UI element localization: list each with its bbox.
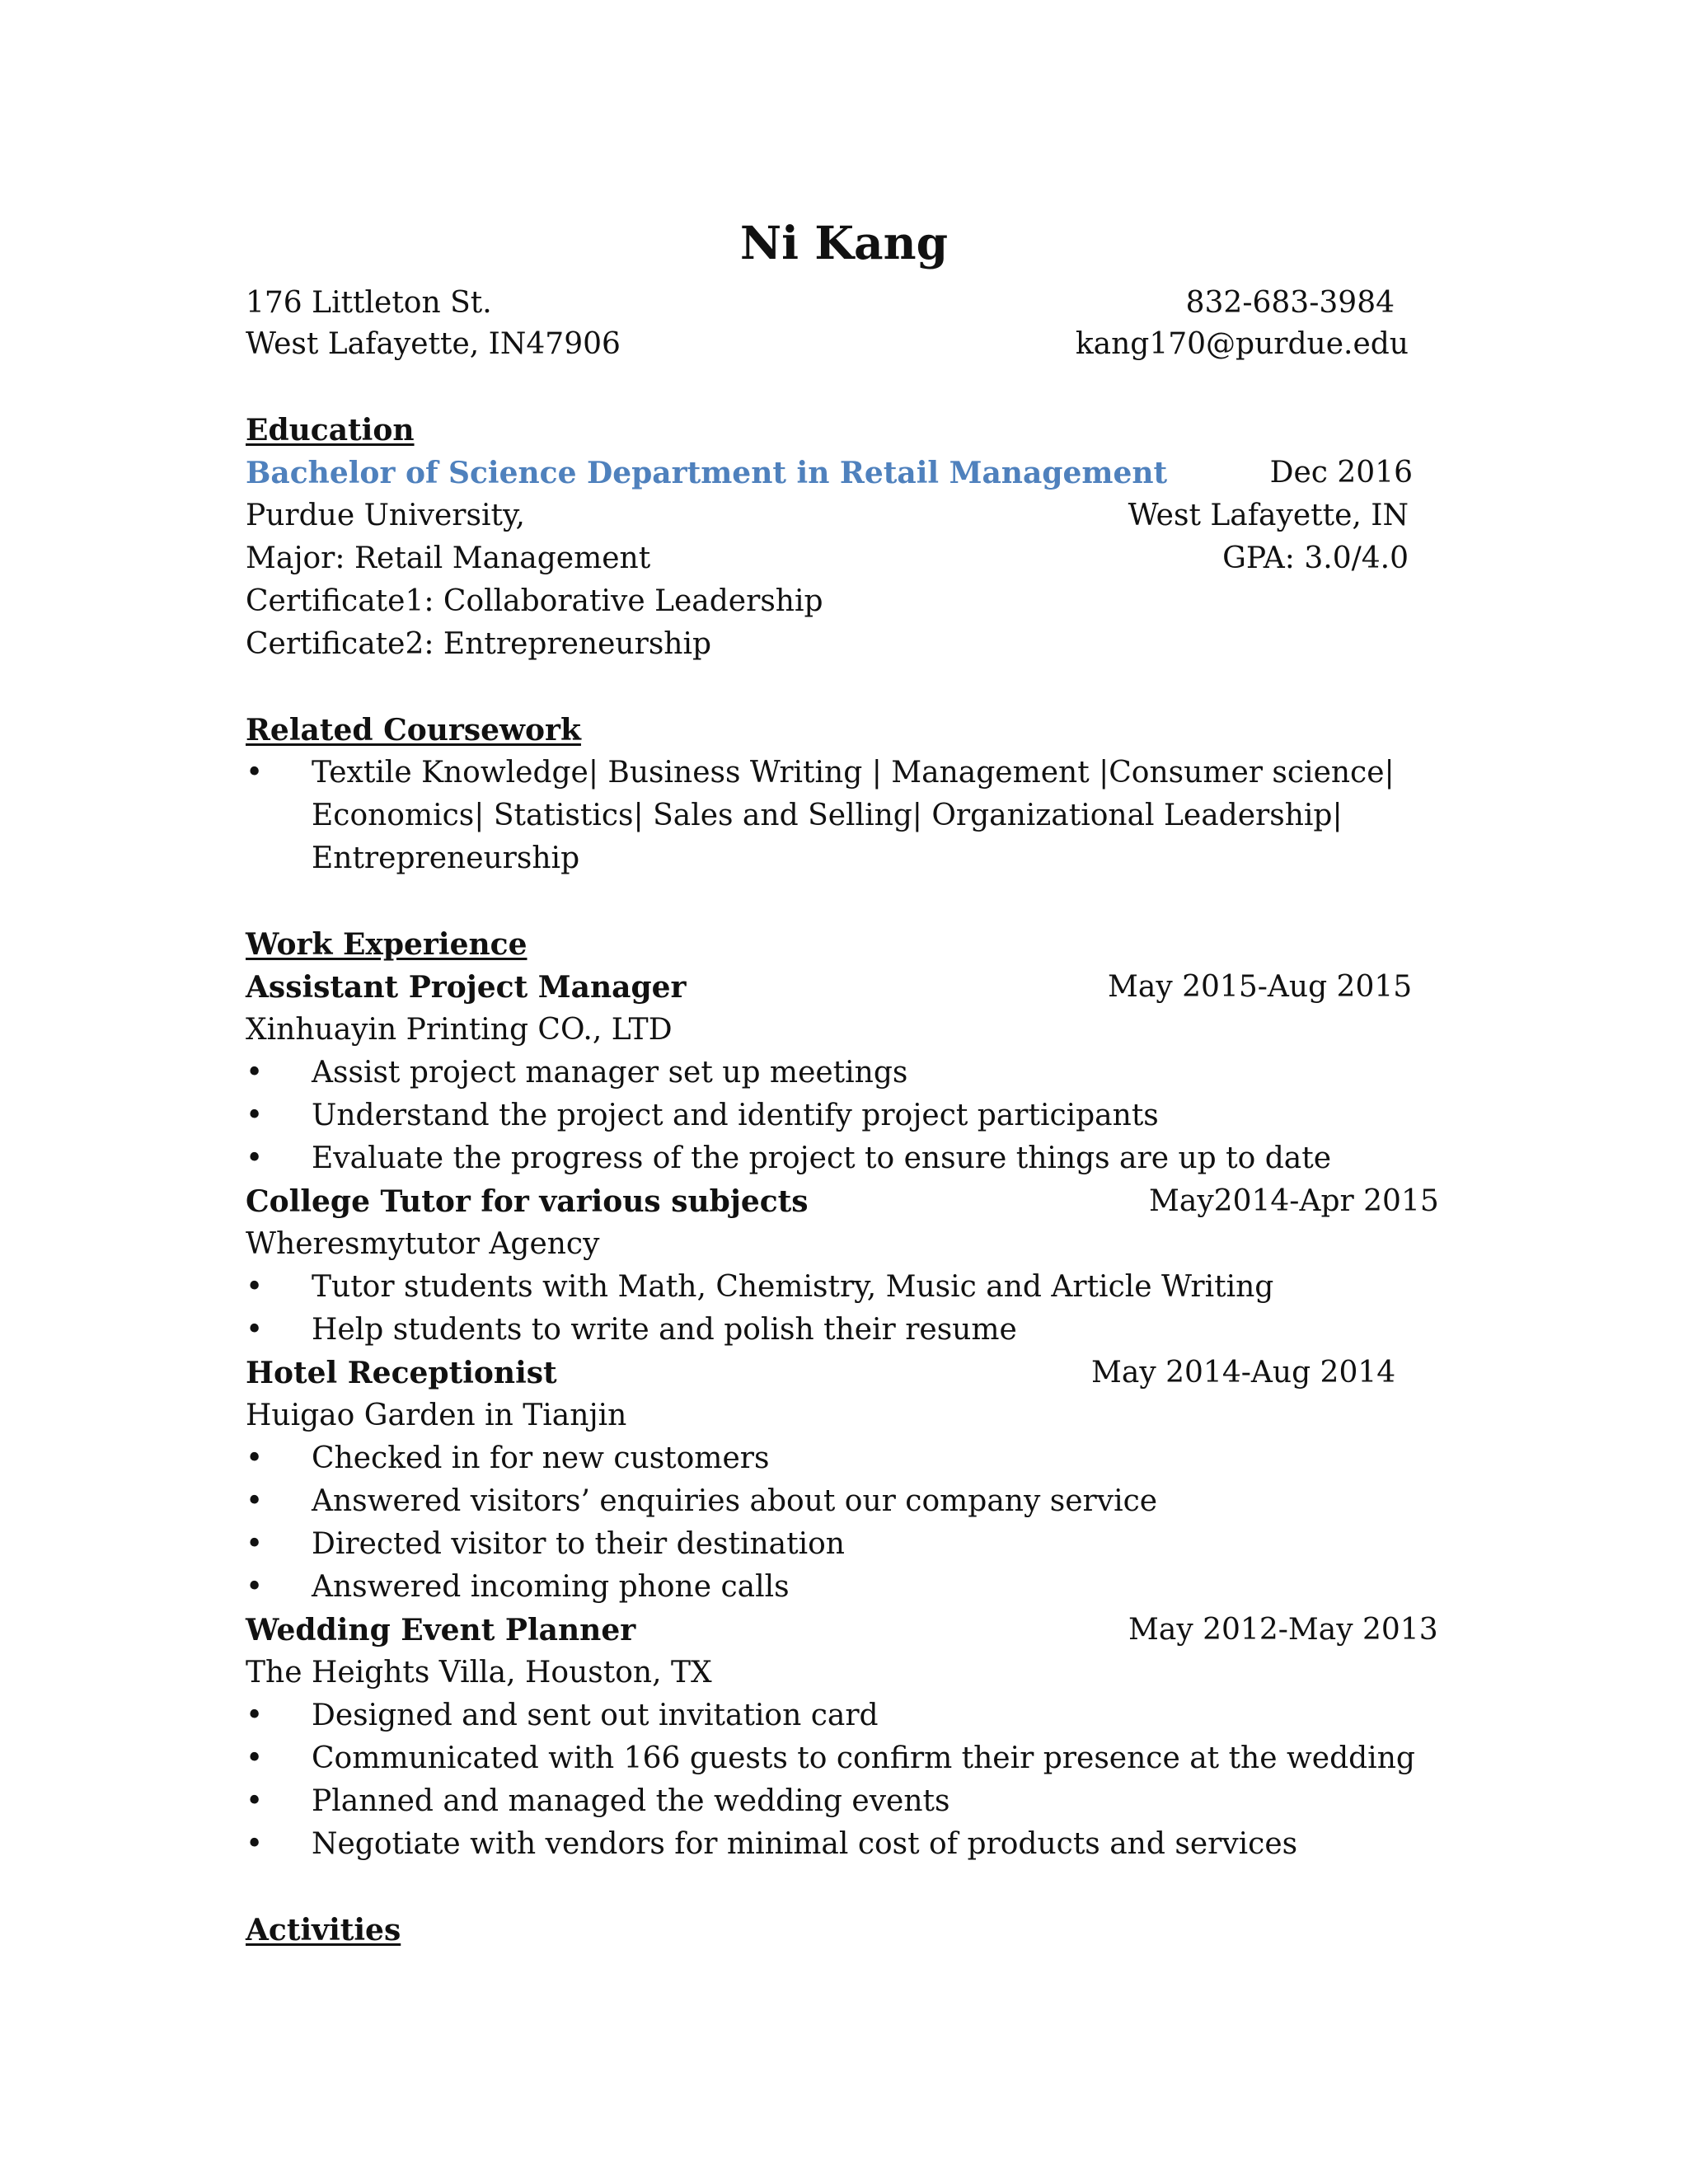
coursework-line-3: Entrepreneurship xyxy=(312,841,580,875)
job-title: Assistant Project Manager xyxy=(246,970,687,1005)
certificate-2: Certificate2: Entrepreneurship xyxy=(246,627,712,661)
bullet-icon: • xyxy=(246,1827,264,1861)
job-title: College Tutor for various subjects xyxy=(246,1184,809,1219)
job-title: Hotel Receptionist xyxy=(246,1356,557,1390)
bullet-icon: • xyxy=(246,1141,264,1175)
job-company: The Heights Villa, Houston, TX xyxy=(246,1656,712,1690)
job-company: Huigao Garden in Tianjin xyxy=(246,1399,627,1432)
job-bullet: Tutor students with Math, Chemistry, Music and Article Writing xyxy=(312,1270,1274,1304)
bullet-icon: • xyxy=(246,1099,264,1132)
job-bullet: Answered visitors’ enquiries about our company service xyxy=(312,1484,1158,1518)
certificate-1: Certificate1: Collaborative Leadership xyxy=(246,584,823,618)
candidate-name: Ni Kang xyxy=(739,216,949,269)
bullet-icon: • xyxy=(246,1784,264,1818)
degree-title: Bachelor of Science Department in Retail Management xyxy=(246,456,1168,490)
school-location: West Lafayette, IN xyxy=(1128,499,1409,532)
bullet-icon: • xyxy=(246,1056,264,1090)
education-heading: Education xyxy=(246,413,415,448)
bullet-icon: • xyxy=(246,1484,264,1518)
school-name: Purdue University, xyxy=(246,499,525,532)
bullet-icon: • xyxy=(246,1699,264,1732)
job-bullet: Communicated with 166 guests to confirm their presence at the wedding xyxy=(312,1741,1415,1775)
coursework-line-2: Economics| Statistics| Sales and Selling| Organizational Leadership| xyxy=(312,799,1343,832)
bullet-icon: • xyxy=(246,1313,264,1347)
job-bullet: Answered incoming phone calls xyxy=(312,1570,790,1604)
job-bullet: Evaluate the progress of the project to ensure things are up to date xyxy=(312,1141,1332,1175)
bullet-icon: • xyxy=(246,1527,264,1561)
major: Major: Retail Management xyxy=(246,541,651,575)
bullet-icon: • xyxy=(246,1270,264,1304)
job-dates: May2014-Apr 2015 xyxy=(1149,1184,1439,1218)
work-experience-heading: Work Experience xyxy=(246,927,528,962)
job-bullet: Checked in for new customers xyxy=(312,1441,770,1475)
job-dates: May 2014-Aug 2014 xyxy=(1091,1356,1396,1390)
job-company: Wheresmytutor Agency xyxy=(246,1227,600,1261)
coursework-heading: Related Coursework xyxy=(246,713,581,748)
address-line-1: 176 Littleton St. xyxy=(246,286,492,320)
activities-heading: Activities xyxy=(246,1913,401,1947)
job-bullet: Assist project manager set up meetings xyxy=(312,1056,908,1090)
bullet-icon: • xyxy=(246,1741,264,1775)
job-bullet: Directed visitor to their destination xyxy=(312,1527,845,1561)
email-address: kang170@purdue.edu xyxy=(1075,327,1409,361)
coursework-bullet-icon: • xyxy=(246,756,264,790)
job-title: Wedding Event Planner xyxy=(246,1613,636,1647)
bullet-icon: • xyxy=(246,1441,264,1475)
job-bullet: Planned and managed the wedding events xyxy=(312,1784,950,1818)
job-bullet: Understand the project and identify project participants xyxy=(312,1099,1159,1132)
coursework-line-1: Textile Knowledge| Business Writing | Management |Consumer science| xyxy=(312,756,1395,790)
address-line-2: West Lafayette, IN47906 xyxy=(246,327,621,361)
job-dates: May 2015-Aug 2015 xyxy=(1108,970,1413,1004)
job-company: Xinhuayin Printing CO., LTD xyxy=(246,1013,673,1047)
phone-number: 832-683-3984 xyxy=(1185,286,1395,320)
job-dates: May 2012-May 2013 xyxy=(1128,1613,1438,1647)
job-bullet: Negotiate with vendors for minimal cost of products and services xyxy=(312,1827,1298,1861)
degree-date: Dec 2016 xyxy=(1269,456,1413,490)
gpa: GPA: 3.0/4.0 xyxy=(1222,541,1409,575)
job-bullet: Help students to write and polish their resume xyxy=(312,1313,1017,1347)
job-bullet: Designed and sent out invitation card xyxy=(312,1699,879,1732)
bullet-icon: • xyxy=(246,1570,264,1604)
